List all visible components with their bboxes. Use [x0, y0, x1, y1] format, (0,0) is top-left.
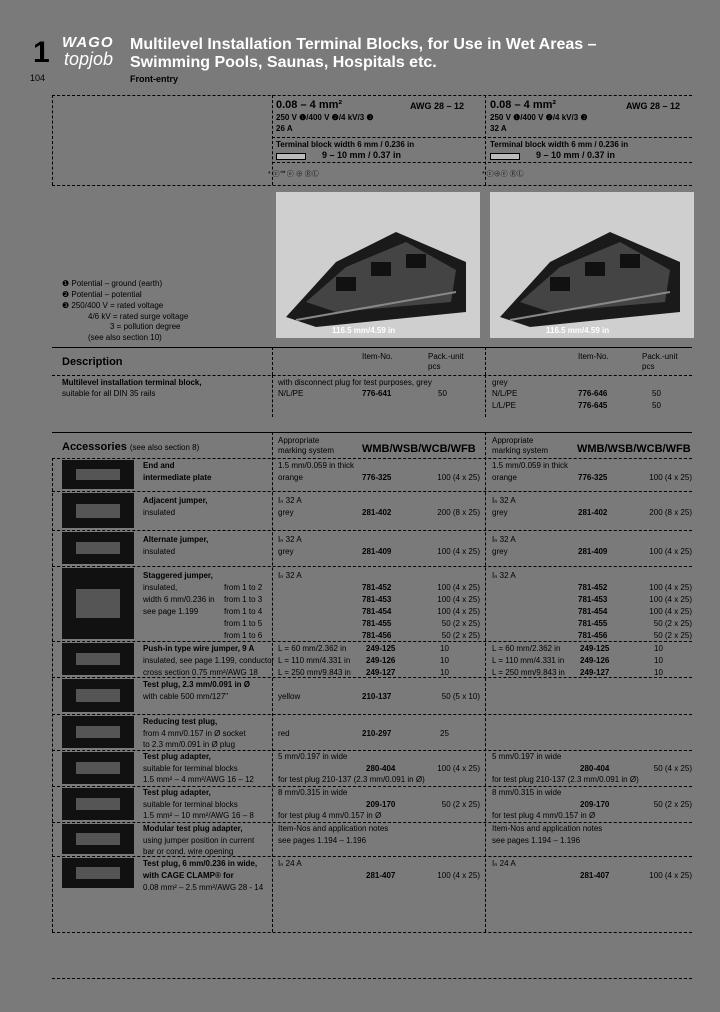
- accessory-name: Push-in type wire jumper, 9 A: [143, 644, 255, 653]
- accessory-name: Test plug, 6 mm/0.236 in wide,: [143, 859, 258, 868]
- accessory-item: 776-325: [362, 473, 392, 482]
- accessory-note: for test plug 4 mm/0.157 in Ø: [278, 811, 382, 820]
- legend-line: ❷ Potential – potential: [62, 290, 142, 299]
- accessory-pack: 50 (2 x 25): [441, 631, 480, 640]
- accessory-color: orange: [492, 473, 517, 482]
- wire-length: L = 110 mm/4.331 in: [278, 656, 351, 665]
- accessory-spec: 1.5 mm/0.059 in thick: [492, 461, 569, 470]
- accessory-pack: 50 (2 x 25): [441, 619, 480, 628]
- col-pack-unit: Pack.-unit pcs: [642, 352, 678, 371]
- accessory-desc: width 6 mm/0.236 in: [143, 595, 215, 604]
- accessory-item: 281-402: [578, 508, 608, 517]
- accessory-item: 249-127: [580, 668, 610, 677]
- accessory-desc: insulated, see page 1.199, conductor: [143, 656, 275, 665]
- accessory-item: 781-453: [578, 595, 608, 604]
- accessory-pack: 100 (4 x 25): [649, 583, 692, 592]
- legend-line: ❶ Potential – ground (earth): [62, 279, 163, 288]
- accessory-spec: Iₙ 32 A: [278, 571, 302, 580]
- accessory-name: Staggered jumper,: [143, 571, 213, 580]
- accessory-item: 281-409: [362, 547, 392, 556]
- end-plate-image: [62, 460, 134, 489]
- wire-length: L = 250 mm/9.843 in: [492, 668, 565, 677]
- accessory-item: 781-452: [362, 583, 392, 592]
- alternate-jumper-image: [62, 532, 134, 564]
- spec-range: 0.08 – 4 mm²: [490, 99, 557, 111]
- accessory-desc: cross section 0.75 mm²/AWG 18: [143, 668, 258, 677]
- page-title-line2: Swimming Pools, Saunas, Hospitals etc.: [130, 54, 437, 71]
- plug-adapter-image: [62, 752, 134, 784]
- spec-voltage: 250 V ❶/400 V ❷/4 kV/3 ❸: [490, 113, 588, 122]
- col-marking-system: WMB/WSB/WCB/WFB: [362, 443, 476, 455]
- desc-type: N/L/PE: [492, 389, 518, 398]
- accessory-name: Reducing test plug,: [143, 717, 218, 726]
- col-item-no: Item-No.: [362, 352, 393, 361]
- accessory-name: Modular test plug adapter,: [143, 824, 243, 833]
- page-subtitle: Front-entry: [130, 74, 178, 84]
- accessory-spec: 8 mm/0.315 in wide: [492, 788, 562, 797]
- page-title-line1: Multilevel Installation Terminal Blocks, for Use in Wet Areas –: [130, 36, 597, 53]
- product-photo-right: [490, 192, 694, 338]
- staggered-jumper-image: [62, 568, 134, 639]
- wire-jumper-image: [62, 643, 134, 675]
- jumper-span: from 1 to 4: [224, 607, 263, 616]
- accessory-name: intermediate plate: [143, 473, 212, 482]
- accessory-desc: suitable for terminal blocks: [143, 764, 238, 773]
- spec-approvals: * ⓒ℠ⓔ ⊕ ⓇⓁ: [268, 171, 319, 178]
- accessory-pack: 100 (4 x 25): [649, 547, 692, 556]
- desc-note: with disconnect plug for test purposes, grey: [278, 378, 432, 387]
- accessory-color: red: [278, 729, 290, 738]
- accessories-note: (see also section 8): [129, 443, 200, 452]
- accessory-pack: 100 (4 x 25): [649, 607, 692, 616]
- accessory-desc: to 2.3 mm/0.091 in Ø plug: [143, 740, 236, 749]
- desc-item: 776-641: [362, 389, 392, 398]
- accessory-item: 210-297: [362, 729, 392, 738]
- accessory-pack: 100 (4 x 25): [649, 473, 692, 482]
- accessory-desc: 1.5 mm² – 10 mm²/AWG 16 – 8: [143, 811, 254, 820]
- accessory-spec: 1.5 mm/0.059 in thick: [278, 461, 355, 470]
- accessory-item: 249-125: [366, 644, 396, 653]
- accessory-pack: 10: [654, 668, 663, 677]
- accessory-desc: with CAGE CLAMP® for: [143, 871, 234, 880]
- desc-pack: 50: [652, 401, 661, 410]
- accessory-item: 249-126: [366, 656, 396, 665]
- accessory-spec: Iₙ 32 A: [492, 571, 516, 580]
- accessory-item: 249-126: [580, 656, 610, 665]
- spec-range: 0.08 – 4 mm²: [276, 99, 343, 111]
- accessories-title: Accessories: [62, 441, 127, 453]
- wire-length: L = 60 mm/2.362 in: [278, 644, 347, 653]
- accessory-spec: 5 mm/0.197 in wide: [278, 752, 348, 761]
- spec-width: Terminal block width 6 mm / 0.236 in: [490, 140, 629, 149]
- accessory-pack: 50 (2 x 25): [653, 631, 692, 640]
- plug-adapter-image: [62, 788, 134, 820]
- accessory-item: 781-454: [578, 607, 608, 616]
- accessory-desc: bar or cond. wire opening: [143, 847, 234, 856]
- spec-current: 26 A: [276, 124, 293, 133]
- spec-width: Terminal block width 6 mm / 0.236 in: [276, 140, 415, 149]
- accessory-pack: 100 (4 x 25): [437, 547, 480, 556]
- terminal-block-illustration: [276, 192, 480, 338]
- col-marking: Appropriate marking system: [278, 436, 335, 455]
- strip-length-icon: [276, 153, 306, 160]
- spec-approvals: * ⓒ⊕ⓔ ⓇⓁ: [482, 171, 524, 178]
- accessory-desc: 1.5 mm² – 4 mm²/AWG 16 – 12: [143, 775, 254, 784]
- accessory-item: 209-170: [366, 800, 396, 809]
- accessory-color: grey: [278, 508, 294, 517]
- accessory-item: 781-455: [578, 619, 608, 628]
- adjacent-jumper-image: [62, 493, 134, 528]
- spec-strip: 9 – 10 mm / 0.37 in: [536, 150, 616, 160]
- description-text: Multilevel installation terminal block,: [62, 378, 202, 387]
- accessory-pack: 10: [440, 668, 449, 677]
- accessory-spec: Iₙ 32 A: [492, 535, 516, 544]
- accessory-name: Alternate jumper,: [143, 535, 209, 544]
- accessory-spec: Iₙ 32 A: [278, 535, 302, 544]
- spec-awg: AWG 28 – 12: [410, 101, 465, 111]
- accessory-item: 280-404: [580, 764, 610, 773]
- desc-type: N/L/PE: [278, 389, 304, 398]
- accessory-item: 776-325: [578, 473, 608, 482]
- accessory-item: 281-407: [366, 871, 396, 880]
- accessory-desc: suitable for terminal blocks: [143, 800, 238, 809]
- accessory-desc: see page 1.199: [143, 607, 199, 616]
- col-marking-system: WMB/WSB/WCB/WFB: [577, 443, 691, 455]
- accessory-pack: 100 (4 x 25): [437, 583, 480, 592]
- accessory-note: for test plug 210-137 (2.3 mm/0.091 in Ø): [278, 775, 425, 784]
- accessory-note: Item-Nos and application notes: [278, 824, 389, 833]
- spec-voltage: 250 V ❶/400 V ❷/4 kV/3 ❸: [276, 113, 374, 122]
- accessory-pack: 100 (4 x 25): [649, 595, 692, 604]
- accessory-color: grey: [492, 508, 508, 517]
- accessory-pack: 200 (8 x 25): [649, 508, 692, 517]
- accessory-spec: Iₙ 24 A: [278, 859, 302, 868]
- terminal-block-illustration: [490, 192, 694, 338]
- spec-strip: 9 – 10 mm / 0.37 in: [322, 150, 402, 160]
- legend-line: 4/6 kV = rated surge voltage: [88, 312, 189, 321]
- accessory-pack: 100 (4 x 25): [649, 871, 692, 880]
- wire-length: L = 110 mm/4.331 in: [492, 656, 565, 665]
- accessory-note: see pages 1.194 – 1.196: [492, 836, 581, 845]
- test-plug-image: [62, 679, 134, 712]
- modular-adapter-image: [62, 824, 134, 854]
- accessory-pack: 100 (4 x 25): [437, 764, 480, 773]
- accessory-name: Adjacent jumper,: [143, 496, 208, 505]
- page-number: 104: [30, 73, 46, 83]
- jumper-span: from 1 to 3: [224, 595, 263, 604]
- accessory-spec: Iₙ 32 A: [278, 496, 302, 505]
- spec-current: 32 A: [490, 124, 507, 133]
- test-plug-6mm-image: [62, 858, 134, 888]
- accessory-item: 281-407: [580, 871, 610, 880]
- accessory-name: Test plug, 2.3 mm/0.091 in Ø: [143, 680, 250, 689]
- col-pack-unit: Pack.-unit pcs: [428, 352, 464, 371]
- desc-item: 776-646: [578, 389, 608, 398]
- jumper-span: from 1 to 6: [224, 631, 263, 640]
- accessory-spec: Iₙ 32 A: [492, 496, 516, 505]
- accessory-item: 281-402: [362, 508, 392, 517]
- accessory-pack: 10: [654, 656, 663, 665]
- accessory-note: for test plug 210-137 (2.3 mm/0.091 in Ø): [492, 775, 639, 784]
- wire-length: L = 60 mm/2.362 in: [492, 644, 561, 653]
- accessory-pack: 100 (4 x 25): [437, 595, 480, 604]
- accessory-item: 781-452: [578, 583, 608, 592]
- legend-line: 3 = pollution degree: [110, 322, 181, 331]
- desc-item: 776-645: [578, 401, 608, 410]
- accessory-note: see pages 1.194 – 1.196: [278, 836, 367, 845]
- reducing-plug-image: [62, 716, 134, 748]
- accessory-pack: 50 (4 x 25): [653, 764, 692, 773]
- accessory-item: 781-456: [362, 631, 392, 640]
- accessory-pack: 100 (4 x 25): [437, 473, 480, 482]
- description-text: suitable for all DIN 35 rails: [62, 389, 156, 398]
- brand-logo: WAGO: [62, 34, 114, 51]
- col-marking: Appropriate marking system: [492, 436, 549, 455]
- dimension-label: 116.5 mm/4.59 in: [546, 326, 610, 335]
- accessory-spec: 8 mm/0.315 in wide: [278, 788, 348, 797]
- desc-note: grey: [492, 378, 508, 387]
- accessories-heading: [62, 441, 199, 453]
- accessory-desc: from 4 mm/0.157 in Ø socket: [143, 729, 246, 738]
- jumper-span: from 1 to 2: [224, 583, 263, 592]
- accessory-desc: with cable 500 mm/127": [143, 692, 229, 701]
- accessory-note: for test plug 4 mm/0.157 in Ø: [492, 811, 596, 820]
- brand-sub-logo: topjob: [64, 49, 114, 69]
- accessory-item: 210-137: [362, 692, 392, 701]
- accessory-desc: 0.08 mm² – 2.5 mm²/AWG 28 - 14: [143, 883, 264, 892]
- chapter-number: 1: [33, 36, 50, 69]
- jumper-span: from 1 to 5: [224, 619, 263, 628]
- accessory-desc: insulated,: [143, 583, 178, 592]
- accessory-item: 281-409: [578, 547, 608, 556]
- accessory-pack: 50 (2 x 25): [653, 800, 692, 809]
- accessory-item: 781-453: [362, 595, 392, 604]
- accessory-color: grey: [492, 547, 508, 556]
- accessory-desc: using jumper position in current: [143, 836, 255, 845]
- product-photo-left: [276, 192, 480, 338]
- accessory-pack: 10: [440, 644, 449, 653]
- dimension-label: 116.5 mm/4.59 in: [332, 326, 396, 335]
- wire-length: L = 250 mm/9.843 in: [278, 668, 351, 677]
- strip-length-icon: [490, 153, 520, 160]
- desc-type: L/L/PE: [492, 401, 517, 410]
- accessory-note: Item-Nos and application notes: [492, 824, 603, 833]
- accessory-name: End and: [143, 461, 175, 470]
- accessory-item: 280-404: [366, 764, 396, 773]
- accessory-item: 781-456: [578, 631, 608, 640]
- accessory-spec: Iₙ 24 A: [492, 859, 516, 868]
- accessory-spec: 5 mm/0.197 in wide: [492, 752, 562, 761]
- accessory-pack: 200 (8 x 25): [437, 508, 480, 517]
- accessory-color: orange: [278, 473, 303, 482]
- accessory-item: 781-455: [362, 619, 392, 628]
- accessory-pack: 50 (2 x 25): [441, 800, 480, 809]
- accessory-pack: 10: [654, 644, 663, 653]
- accessory-name: Test plug adapter,: [143, 788, 211, 797]
- col-item-no: Item-No.: [578, 352, 609, 361]
- desc-pack: 50: [438, 389, 447, 398]
- legend-line: ❸ 250/400 V = rated voltage: [62, 301, 164, 310]
- accessory-pack: 25: [440, 729, 449, 738]
- accessory-desc: insulated: [143, 547, 176, 556]
- description-heading: Description: [62, 356, 123, 368]
- accessory-pack: 100 (4 x 25): [437, 607, 480, 616]
- accessory-pack: 50 (5 x 10): [441, 692, 480, 701]
- legend-line: (see also section 10): [88, 333, 162, 342]
- accessory-item: 781-454: [362, 607, 392, 616]
- accessory-pack: 100 (4 x 25): [437, 871, 480, 880]
- desc-pack: 50: [652, 389, 661, 398]
- accessory-item: 249-125: [580, 644, 610, 653]
- accessory-color: yellow: [278, 692, 301, 701]
- accessory-desc: insulated: [143, 508, 176, 517]
- accessory-color: grey: [278, 547, 294, 556]
- accessory-item: 209-170: [580, 800, 610, 809]
- accessory-name: Test plug adapter,: [143, 752, 211, 761]
- accessory-item: 249-127: [366, 668, 396, 677]
- accessory-pack: 10: [440, 656, 449, 665]
- accessory-pack: 50 (2 x 25): [653, 619, 692, 628]
- spec-awg: AWG 28 – 12: [626, 101, 681, 111]
